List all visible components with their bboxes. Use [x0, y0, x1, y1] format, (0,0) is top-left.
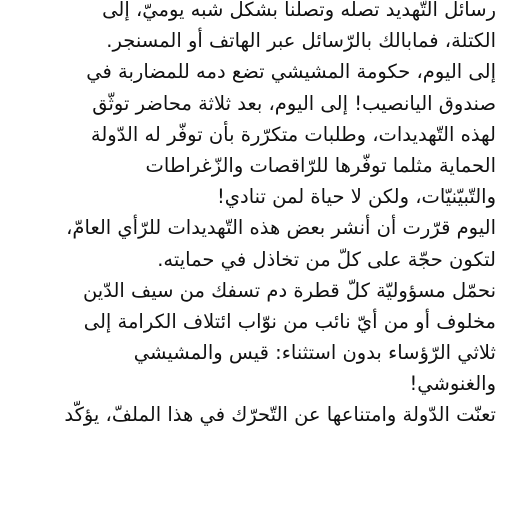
text-line: صندوق اليانصيب! إلى اليوم، بعد ثلاثة محاضر توثّق: [92, 91, 496, 115]
text-line: نحمّل مسؤوليّة كلّ قطرة دم تسفك من سيف الدّين: [82, 278, 496, 302]
document-body: [10, 0, 496, 431]
text-line: ثلاثي الرّؤساء بدون استثناء: قيس والمشيشي: [133, 341, 496, 365]
text-line: إلى اليوم، حكومة المشيشي تضع دمه للمضاربة في: [86, 60, 496, 84]
text-line: تعنّت الدّولة وامتناعها عن التّحرّك في هذا الملفّ، يؤكّد: [64, 403, 496, 427]
text-line: اليوم قرّرت أن أنشر بعض هذه التّهديدات للرّأي العامّ،: [66, 216, 496, 240]
text-line: الكتلة، فمابالك بالرّسائل عبر الهاتف أو المسنجر.: [106, 29, 496, 53]
text-line: الحماية مثلما توفّرها للرّاقصات والزّغراطات: [145, 153, 496, 177]
text-line: رسائل التّهديد تصله وتصلنا بشكل شبه يوميّ، إلى: [102, 0, 496, 21]
text-line: لهذه التّهديدات، وطلبات متكرّرة بأن توفّر له الدّولة: [90, 122, 496, 146]
text-line: والغنوشي!: [409, 372, 496, 396]
text-line: مخلوف أو من أيّ نائب من نوّاب ائتلاف الكرامة إلى: [83, 309, 496, 333]
text-line: لتكون حجّة على كلّ من تخاذل في حمايته.: [157, 247, 496, 271]
text-line: والتّبيّنيّات، ولكن لا حياة لمن تنادي!: [216, 185, 496, 209]
